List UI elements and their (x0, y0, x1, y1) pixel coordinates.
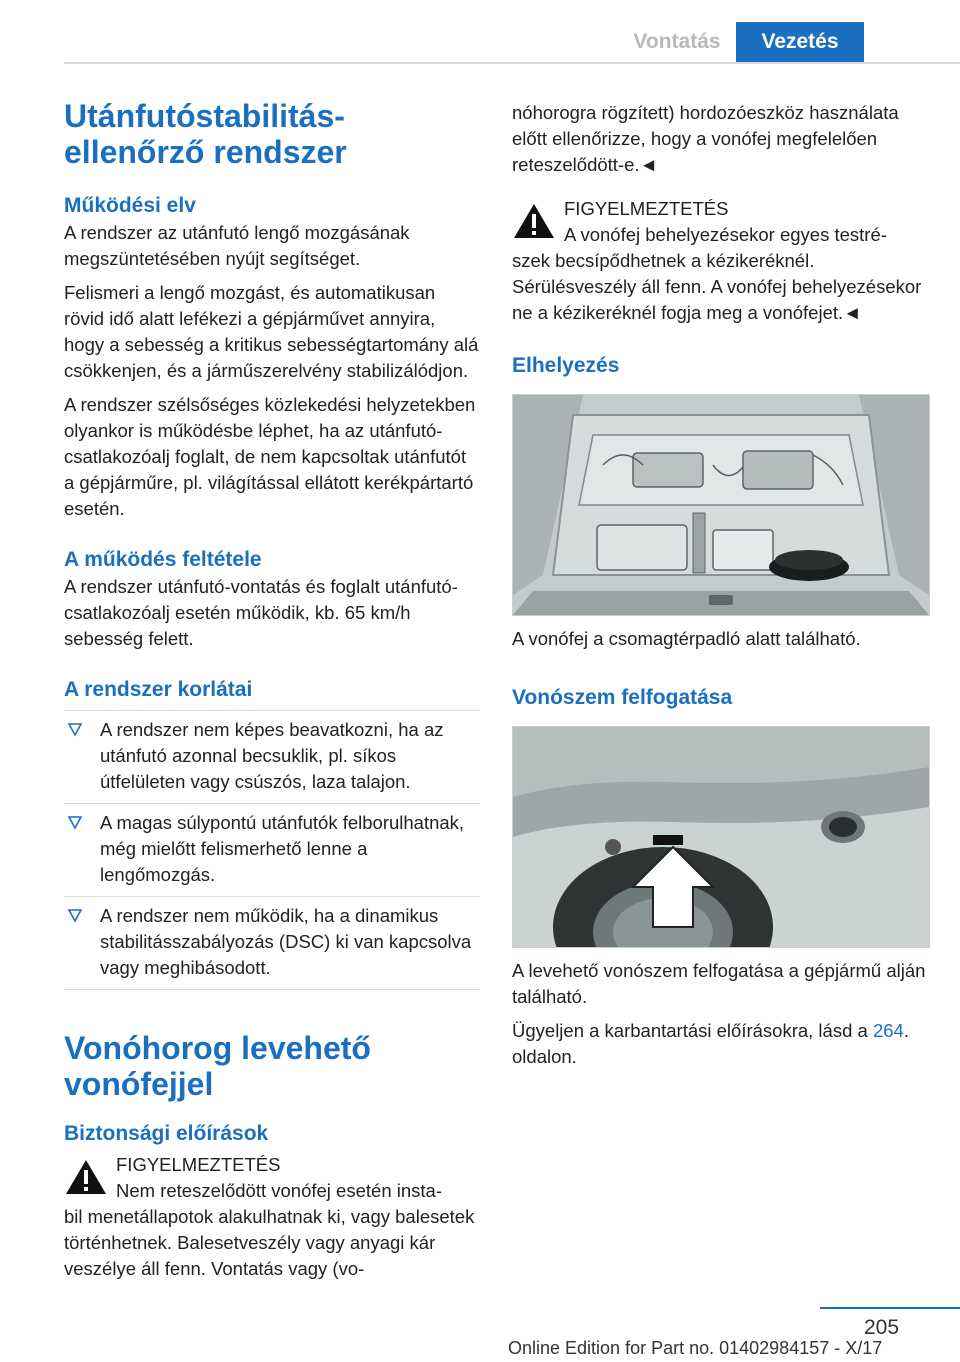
warning-icon (512, 202, 556, 240)
list-item: A rendszer nem képes beavatkozni, ha az utánfutó azonnal becsuklik, pl. síkos útfelületen vagy csúszós, laza talajon. (64, 710, 480, 804)
warning-icon (64, 1158, 108, 1196)
tow-eye-mount-photo (512, 726, 930, 948)
heading-tow-eye-mount: Vonószem felfogatása (512, 686, 733, 709)
paragraph: Felismeri a lengő mozgást, és automatikusan rövid idő alatt lefékezi a gépjárművet annyira, hogy a sebesség a kritikus sebességtartomány alá csökkenjen, és a járműszerelvény stabilizálódjon. (64, 282, 479, 381)
photo-caption: A vonófej a csomagtérpadló alatt található. (512, 628, 861, 649)
heading-safety: Biztonsági előírások (64, 1122, 269, 1145)
list-item: A magas súlypontú utánfutók felborulhatnak, még mielőtt felismerhető lenne a lengőmozgás. (64, 804, 480, 897)
tab-vezetes[interactable]: Vezetés (736, 22, 864, 62)
page-number: 205 (864, 1316, 900, 1339)
trunk-floor-photo (512, 394, 930, 616)
heading-system-limits: A rendszer korlátai (64, 678, 253, 701)
footer-edition: Online Edition for Part no. 01402984157 - X/17 (508, 1338, 883, 1358)
paragraph-maintenance-reference: Ügyeljen a karbantartási előírásokra, lásd a 264. oldalon. (512, 1020, 909, 1067)
triangle-bullet-icon (68, 905, 82, 925)
warning-label: FIGYELMEZTETÉS (116, 1154, 281, 1175)
warning-text-start: Nem reteszelődött vonófej esetén insta- (116, 1180, 442, 1201)
page-reference-link[interactable]: 264 (872, 1020, 904, 1041)
limits-list (64, 710, 480, 990)
section-title-tow-hitch: Vonóhorog levehető vonófejjel (64, 1030, 371, 1102)
warning-block (64, 1152, 480, 1282)
heading-operating-principle: Működési elv (64, 194, 196, 217)
tab-vontatas[interactable]: Vontatás (618, 22, 736, 62)
warning-label: FIGYELMEZTETÉS (564, 198, 729, 219)
warning-text: bil menetállapotok alakulhatnak ki, vagy balesetek történhetnek. Balesetveszély vagy anyagi kár veszélye áll fenn. Vontatás vagy (vo- (64, 1206, 475, 1279)
paragraph-continued: nóhorogra rögzített) hordozóeszköz használata előtt ellenőrizze, hogy a vonófej megfelelően reteszelődött-e.◄ (512, 102, 899, 175)
left-column (64, 98, 480, 1290)
list-item: A rendszer nem működik, ha a dinamikus stabilitásszabályozás (DSC) ki van kapcsolva vagy meghibásodott. (64, 897, 480, 990)
warning-text-start: A vonófej behelyezésekor egyes testré- (564, 224, 887, 245)
footer-accent-line (820, 1307, 960, 1309)
heading-operating-condition: A működés feltétele (64, 548, 262, 571)
triangle-bullet-icon (68, 812, 82, 832)
header-tabs (618, 22, 864, 62)
photo-caption: A levehető vonószem felfogatása a gépjármű alján található. (512, 960, 926, 1007)
paragraph: A rendszer szélsőséges közlekedési helyzetekben olyankor is működésbe léphet, ha az utánfutó-csatlakozóalj foglalt, de nem kapcsoltak utánfutót a gépjárműre, pl. világítással ellátott kerékpártartó esetén. (64, 394, 476, 519)
triangle-bullet-icon (68, 719, 82, 739)
paragraph: A rendszer utánfutó-vontatás és foglalt utánfutó-csatlakozóalj esetén működik, kb. 65 km/h sebesség felett. (64, 576, 458, 649)
header-divider (64, 62, 960, 64)
warning-block (512, 196, 928, 326)
paragraph: A rendszer az utánfutó lengő mozgásának megszüntetésében nyújt segítséget. (64, 222, 410, 269)
heading-location: Elhelyezés (512, 354, 620, 377)
warning-text: szek becsípődhetnek a kézikeréknél. Sérülésveszély áll fenn. A vonófej behelyezésekor ne a kézikeréknél fogja meg a vonófejet.◄ (512, 250, 922, 323)
section-title-trailer-stability: Utánfutóstabilitás-ellenőrző rendszer (64, 98, 347, 170)
right-column (512, 100, 928, 1078)
